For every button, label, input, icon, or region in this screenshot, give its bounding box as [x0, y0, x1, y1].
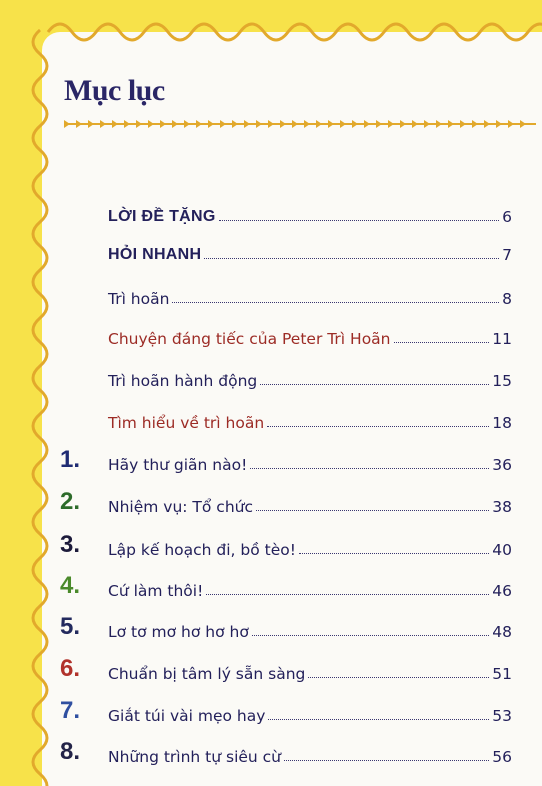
toc-entry-page: 56: [492, 748, 512, 766]
toc-entry-label: Tìm hiểu về trì hoãn: [108, 414, 265, 432]
toc-entry-page: 36: [492, 456, 512, 474]
toc-entry[interactable]: [108, 742, 512, 766]
dot-leader: [206, 594, 489, 595]
dot-leader: [250, 468, 489, 469]
toc-entry[interactable]: [108, 202, 512, 226]
toc-entry-page: 6: [502, 208, 512, 226]
toc-entry-label: Trì hoãn: [108, 290, 170, 308]
toc-entry-label: HỎI NHANH: [108, 246, 202, 263]
dot-leader: [267, 426, 489, 427]
chapter-number: 8.: [60, 738, 81, 765]
chapter-number: 7.: [60, 697, 81, 724]
dot-leader: [219, 220, 500, 221]
dot-leader: [299, 553, 489, 554]
toc-entry[interactable]: [108, 284, 512, 308]
dot-leader: [260, 384, 489, 385]
chapter-number: 1.: [60, 446, 81, 473]
toc-entry-label: LỜI ĐỀ TẶNG: [108, 208, 216, 225]
toc-entry-page: 11: [492, 330, 512, 348]
dot-leader: [284, 760, 489, 761]
toc-entry-label: Chuyện đáng tiếc của Peter Trì Hoãn: [108, 330, 391, 348]
dot-leader: [308, 677, 489, 678]
dot-leader: [268, 719, 489, 720]
chapter-number: 2.: [60, 488, 81, 515]
toc-entry[interactable]: [108, 408, 512, 432]
toc-entry-page: 53: [492, 707, 512, 725]
page-title: Mục lục: [64, 74, 165, 107]
toc-entry-page: 7: [502, 246, 512, 264]
dot-leader: [256, 510, 489, 511]
toc-entry[interactable]: [108, 450, 512, 474]
toc-entry-label: Hãy thư giãn nào!: [108, 456, 248, 474]
toc-entry-page: 40: [492, 541, 512, 559]
toc-entry[interactable]: [108, 366, 512, 390]
toc-entry-label: Giắt túi vài mẹo hay: [108, 707, 266, 725]
toc-entry-label: Những trình tự siêu cừ: [108, 748, 282, 766]
toc-entry-label: Cứ làm thôi!: [108, 582, 204, 600]
chapter-number: 6.: [60, 655, 81, 682]
toc-entry-label: Lập kế hoạch đi, bồ tèo!: [108, 541, 296, 559]
toc-entry-page: 18: [492, 414, 512, 432]
chapter-number: 5.: [60, 613, 81, 640]
toc-entry-page: 46: [492, 582, 512, 600]
toc-entry-label: Nhiệm vụ: Tổ chức: [108, 498, 254, 516]
dot-leader: [252, 635, 489, 636]
toc-entry-page: 51: [492, 665, 512, 683]
toc-entry-page: 38: [492, 498, 512, 516]
chapter-number: 4.: [60, 572, 81, 599]
toc-entry[interactable]: [108, 659, 512, 683]
toc-entry[interactable]: [108, 535, 512, 559]
toc-entry[interactable]: [108, 240, 512, 264]
toc-entry-page: 48: [492, 623, 512, 641]
dot-leader: [204, 258, 499, 259]
toc-entry[interactable]: [108, 492, 512, 516]
dot-leader: [172, 302, 499, 303]
toc-entry[interactable]: [108, 701, 512, 725]
toc-entry-page: 15: [492, 372, 512, 390]
toc-entry[interactable]: [108, 576, 512, 600]
chapter-number: 3.: [60, 531, 81, 558]
dot-leader: [394, 342, 490, 343]
toc-entry-page: 8: [502, 290, 512, 308]
toc-entry-label: Chuẩn bị tâm lý sẵn sàng: [108, 665, 306, 683]
toc-entry[interactable]: [108, 617, 512, 641]
toc-entry-label: Lơ tơ mơ hơ hơ hơ: [108, 623, 249, 641]
toc-entry[interactable]: [108, 324, 512, 348]
toc-entry-label: Trì hoãn hành động: [108, 372, 258, 390]
